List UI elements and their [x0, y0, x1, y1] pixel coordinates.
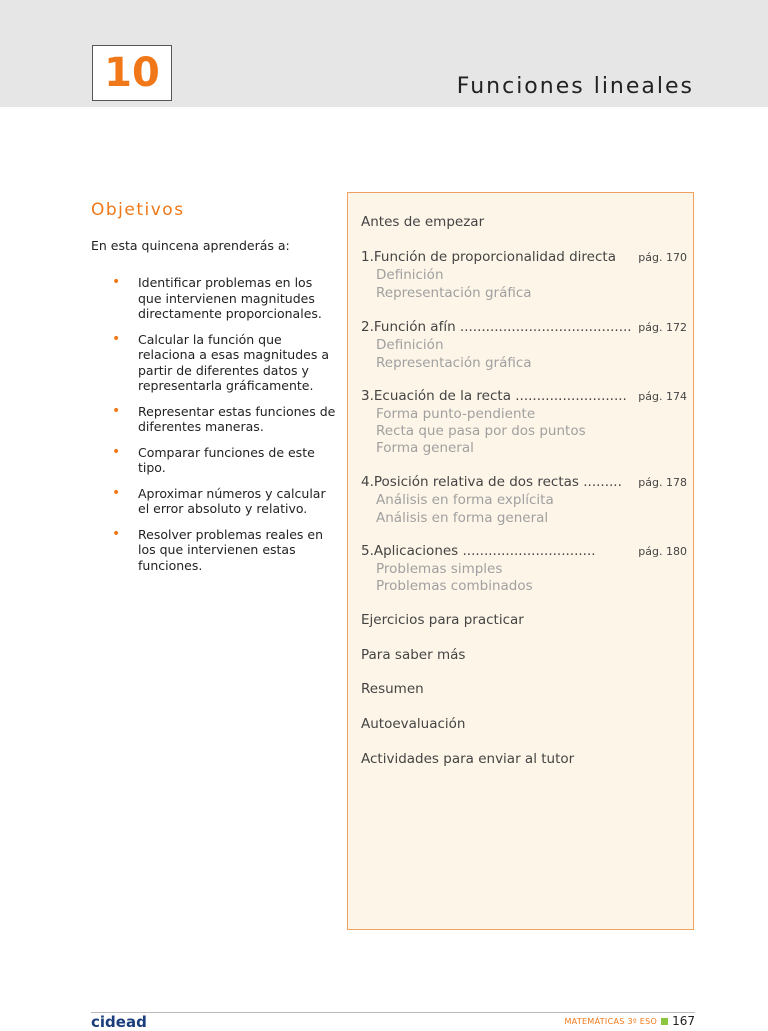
toc-subsection[interactable]: Análisis en forma explícita — [376, 492, 554, 508]
bullet-icon: • — [112, 402, 121, 419]
objective-item — [112, 445, 338, 476]
objectives-intro: En esta quincena aprenderás a: — [91, 238, 290, 253]
toc-subsection[interactable]: Representación gráfica — [376, 355, 532, 371]
toc-section-title: 5.Aplicaciones ............................... — [361, 543, 596, 559]
toc-subsection[interactable]: Forma general — [376, 440, 474, 456]
toc-section-title: 2.Función afín ........................................ — [361, 319, 632, 335]
toc-section-title: 3.Ecuación de la recta .......................... — [361, 388, 627, 404]
objective-text: Calcular la función que relaciona a esas magnitudes a partir de diferentes datos y representarla gráficamente. — [138, 331, 329, 393]
toc-subsection[interactable]: Representación gráfica — [376, 285, 532, 301]
bullet-icon: • — [112, 484, 121, 501]
footer-divider — [91, 1012, 695, 1013]
toc-section-4[interactable] — [361, 474, 687, 490]
objectives-title: Objetivos — [91, 200, 185, 220]
square-icon — [661, 1018, 668, 1025]
bullet-icon: • — [112, 330, 121, 347]
objective-text: Representar estas funciones de diferentes maneras. — [138, 403, 336, 434]
objective-item — [112, 332, 338, 394]
toc-section-3[interactable] — [361, 388, 687, 404]
objective-item — [112, 486, 338, 517]
toc-exercises[interactable]: Ejercicios para practicar — [361, 612, 524, 628]
toc-section-page: pág. 174 — [638, 390, 687, 403]
toc-section-title: 4.Posición relativa de dos rectas ......... — [361, 474, 622, 490]
toc-section-5[interactable] — [361, 543, 687, 559]
toc-summary[interactable]: Resumen — [361, 681, 424, 697]
toc-section-page: pág. 180 — [638, 545, 687, 558]
objective-text: Aproximar números y calcular el error absoluto y relativo. — [138, 485, 326, 516]
toc-subsection[interactable]: Forma punto-pendiente — [376, 406, 536, 422]
toc-section-title: 1.Función de proporcionalidad directa — [361, 249, 616, 265]
toc-subsection[interactable]: Definición — [376, 267, 444, 283]
chapter-number: 10 — [92, 45, 172, 101]
toc-self-assessment[interactable]: Autoevaluación — [361, 716, 466, 732]
bullet-icon: • — [112, 443, 121, 460]
objective-text: Comparar funciones de este tipo. — [138, 444, 315, 475]
objective-item — [112, 275, 338, 322]
table-of-contents — [347, 192, 694, 930]
toc-subsection[interactable]: Análisis en forma general — [376, 510, 549, 526]
toc-subsection[interactable]: Recta que pasa por dos puntos — [376, 423, 586, 439]
chapter-title: Funciones lineales — [456, 74, 694, 99]
page-number: 167 — [672, 1014, 695, 1028]
toc-subsection[interactable]: Problemas simples — [376, 561, 503, 577]
toc-subsection[interactable]: Problemas combinados — [376, 578, 533, 594]
objectives-list — [112, 275, 338, 583]
toc-section-2[interactable] — [361, 319, 687, 335]
toc-section-page: pág. 170 — [638, 251, 687, 264]
toc-section-page: pág. 178 — [638, 476, 687, 489]
toc-section-1[interactable] — [361, 249, 687, 265]
footer-logo: cidead — [91, 1013, 147, 1031]
toc-before[interactable]: Antes de empezar — [361, 214, 485, 230]
toc-subsection[interactable]: Definición — [376, 337, 444, 353]
objective-item — [112, 527, 338, 574]
bullet-icon: • — [112, 525, 121, 542]
toc-section-page: pág. 172 — [638, 321, 687, 334]
toc-activities[interactable]: Actividades para enviar al tutor — [361, 751, 575, 767]
footer-info — [564, 1014, 695, 1028]
bullet-icon: • — [112, 274, 121, 290]
objective-text: Identificar problemas en los que intervienen magnitudes directamente proporcionales. — [138, 275, 322, 321]
objective-item — [112, 404, 338, 435]
toc-more[interactable]: Para saber más — [361, 647, 466, 663]
objective-text: Resolver problemas reales en los que intervienen estas funciones. — [138, 526, 323, 573]
footer-course: MATEMÁTICAS 3º ESO — [564, 1016, 658, 1026]
